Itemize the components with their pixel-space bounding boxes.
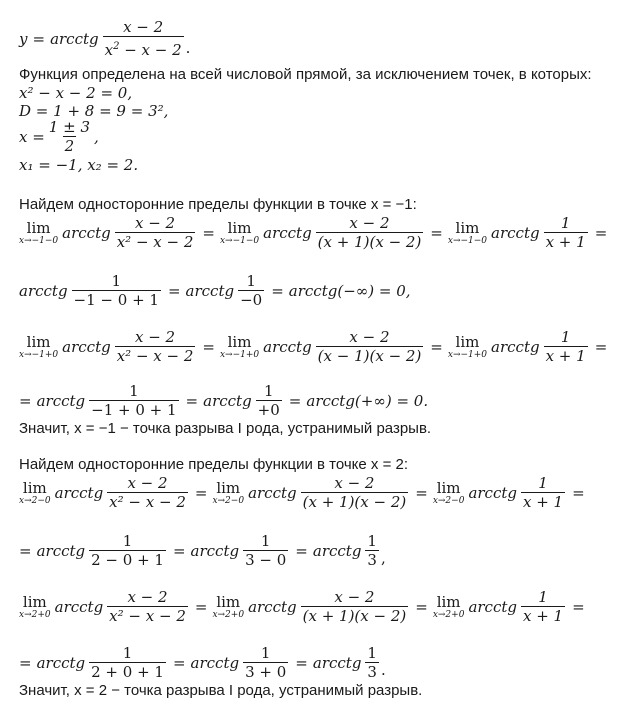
equals: = [19,392,32,410]
fraction: $\frac{1}{2 - 0 + 1}$ [91,532,164,569]
fn-name: arcctg [185,282,235,300]
equals: = [19,542,32,560]
equals: = [415,484,428,502]
numerator: x − 2 [123,18,164,36]
equals: = [32,30,46,48]
lim: lim x→−1+0 [219,333,260,360]
fraction: $\frac{1}{x + 1}$ [522,474,564,511]
lim: lim x→−1−0 [447,219,488,246]
fn-name: arcctg [248,598,297,616]
lim: lim x→−1−0 [19,219,59,246]
fraction: $\frac{x - 2}{\text{x² − x − 2}}$ [116,328,194,365]
lim: lim x→2−0 [432,479,465,506]
eq3-fraction [47,118,92,156]
comma: , [94,128,99,146]
function-definition [19,18,190,60]
fraction: $\frac{1}{3}$ [367,532,377,569]
fn-name: arcctg [312,542,362,560]
result-tail: arcctg(−∞) = 0, [288,282,411,300]
equals: = [194,598,208,616]
equals: = [288,392,302,410]
equals: = [295,654,308,672]
period: . [185,39,191,57]
domain-eq1: x² − x − 2 = 0, [19,84,133,102]
fraction: $\frac{1}{-1 - 0 + 1}$ [73,272,159,309]
equals: = [430,338,443,356]
equals: = [202,338,215,356]
fn-name: arcctg [468,484,517,502]
lim: lim x→−1+0 [447,333,488,360]
fraction: $\frac{x - 2}{\text{x² − x − 2}}$ [116,214,194,251]
fn-name: arcctg [491,224,540,242]
fraction: $\frac{x - 2}{(x + 1)(x - 2)}$ [317,214,422,251]
fn-name: arcctg [203,392,252,410]
equals: = [271,282,284,300]
section2-conclusion: Значит, x = 2 − точка разрыва I рода, устранимый разрыв. [19,682,423,699]
lim: lim x→2−0 [212,479,245,506]
equals: = [185,392,199,410]
fn-name: arcctg [36,654,86,672]
fn-name: arcctg [190,654,240,672]
section1-right-limit [19,328,612,366]
result-tail: arcctg(+∞) = 0. [306,392,429,410]
section2-left-result [19,532,386,570]
equals: = [430,224,443,242]
fraction: $\frac{x - 2}{\text{x² − x − 2}}$ [109,474,186,511]
comma: , [380,549,386,567]
equals: = [172,654,186,672]
eq3-lhs: x = [19,128,45,146]
period: . [380,661,386,679]
lim: lim x→−1−0 [219,219,260,246]
domain-eq4: x₁ = −1, x₂ = 2. [19,156,139,174]
fn-name: arcctg [248,484,297,502]
lim: lim x→2−0 [19,479,51,506]
equals: = [167,282,181,300]
fn-name: arcctg [36,542,86,560]
lim: lim x→2+0 [19,593,51,620]
lhs: y [19,30,28,48]
fn-name: arcctg [468,598,517,616]
fn-name: arcctg [263,224,312,242]
section1-left-limit [19,214,612,252]
section2-left-limit [19,474,590,512]
numerator: 1 ± 3 [48,118,90,136]
domain-text: Функция определена на всей числовой прямой, за исключением точек, в которых: [19,66,592,83]
fn-name: arcctg [62,224,111,242]
fn-name: arcctg [50,30,99,48]
equals: = [172,542,186,560]
fraction: $\frac{x - 2}{\text{x² − x − 2}}$ [109,588,186,625]
section2-heading: Найдем односторонние пределы функции в точке x = 2: [19,456,409,473]
fraction: $\frac{1}{3}$ [367,644,377,681]
fn-name: arcctg [36,392,86,410]
fraction: $\frac{x - 2}{(x + 1)(x - 2)}$ [302,588,407,625]
denominator: 2 [64,137,75,155]
section2-right-limit [19,588,590,626]
lim: lim x→2+0 [212,593,245,620]
fraction [103,18,184,60]
fn-name: arcctg [190,542,240,560]
equals: = [572,484,585,502]
fraction: $\frac{1}{2 + 0 + 1}$ [91,644,164,681]
equals: = [572,598,585,616]
equals: = [194,484,208,502]
section1-heading: Найдем односторонние пределы функции в точке x = −1: [19,196,417,213]
fn-name: arcctg [19,282,68,300]
fraction: $\frac{1}{x + 1}$ [545,328,586,365]
fn-name: arcctg [312,654,362,672]
lim: lim x→2+0 [432,593,465,620]
fraction: $\frac{x - 2}{(x + 1)(x - 2)}$ [302,474,407,511]
domain-eq3 [19,118,99,156]
section2-right-result [19,644,386,682]
fn-name: arcctg [62,338,111,356]
section1-right-result [19,382,428,420]
equals: = [19,654,32,672]
fraction: $\frac{1}{-1 + 0 + 1}$ [91,382,177,419]
fraction: $\frac{x - 2}{(x - 1)(x - 2)}$ [317,328,422,365]
fraction: $\frac{1}{3 + 0}$ [245,644,287,681]
fn-name: arcctg [491,338,540,356]
fraction: $\frac{1}{x + 1}$ [545,214,586,251]
fn-name: arcctg [263,338,312,356]
lim: lim x→−1+0 [19,333,59,360]
equals: = [594,224,608,242]
equals: = [415,598,428,616]
fn-name: arcctg [54,598,104,616]
equals: = [594,338,608,356]
equals: = [295,542,308,560]
denominator: $x^2 - x - 2$ [103,36,184,60]
fn-name: arcctg [54,484,104,502]
section1-left-result [19,272,411,310]
equals: = [202,224,215,242]
section1-conclusion: Значит, x = −1 − точка разрыва I рода, устранимый разрыв. [19,420,432,437]
fraction: $\frac{1}{-0}$ [240,272,263,309]
fraction: $\frac{1}{x + 1}$ [522,588,564,625]
fraction: $\frac{1}{3 - 0}$ [245,532,287,569]
fraction: $\frac{1}{+0}$ [257,382,280,419]
domain-eq2: D = 1 + 8 = 9 = 3², [19,102,169,120]
